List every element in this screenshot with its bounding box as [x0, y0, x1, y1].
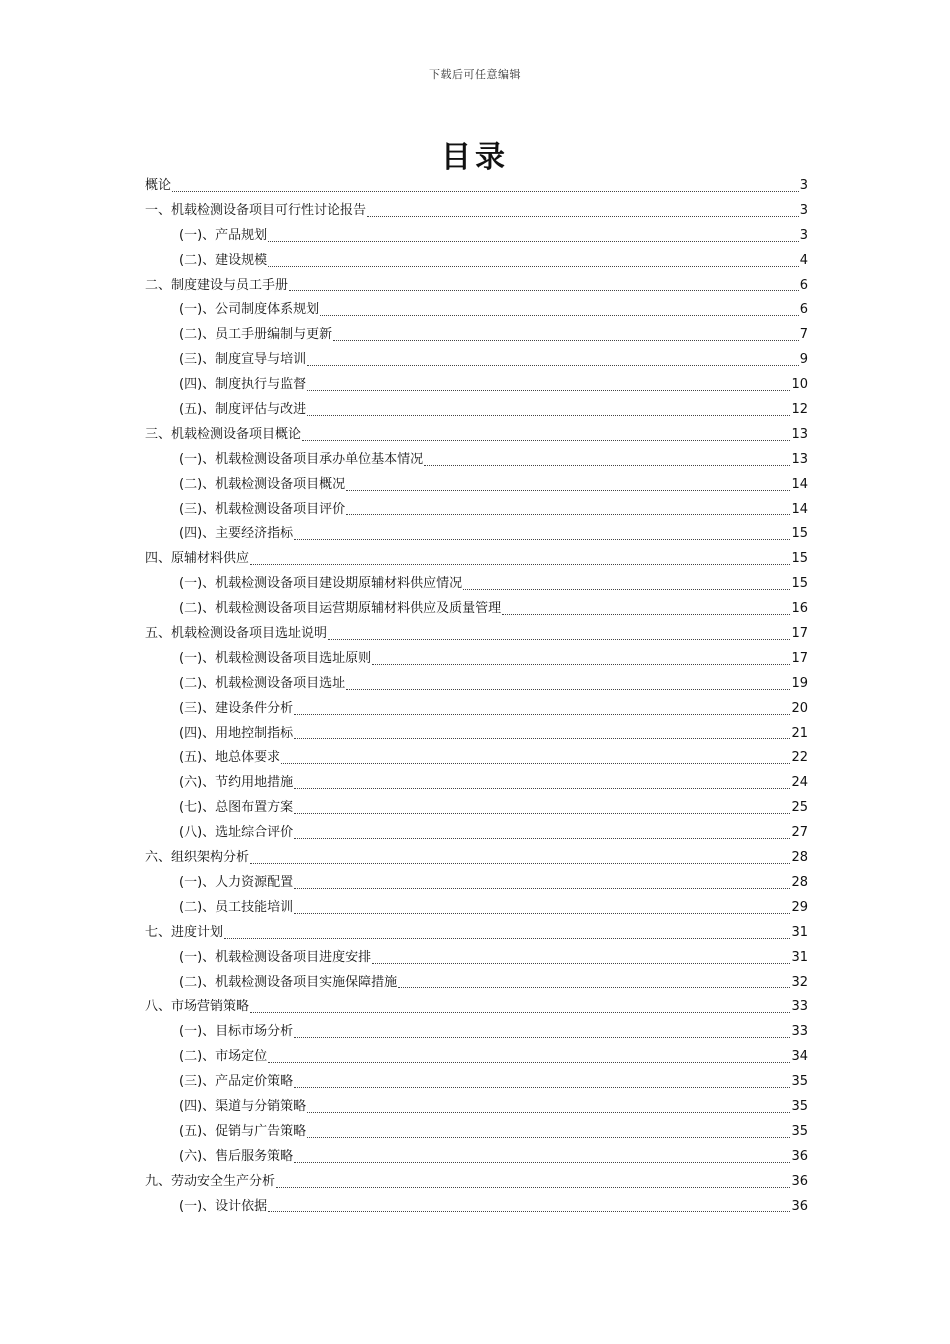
- toc-dot-leader: [172, 190, 799, 192]
- toc-entry-page-number: 17: [791, 650, 808, 666]
- toc-entry-page-number: 15: [791, 526, 808, 542]
- toc-entry[interactable]: [145, 746, 808, 771]
- toc-entry-text: (二)、机载检测设备项目选址: [179, 675, 346, 691]
- toc-dot-leader: [294, 812, 790, 814]
- toc-dot-leader: [307, 414, 790, 416]
- toc-entry-page-number: 15: [791, 551, 808, 567]
- toc-entry-text: (六)、节约用地措施: [179, 775, 294, 791]
- toc-entry-text: (二)、机载检测设备项目实施保障措施: [179, 974, 398, 990]
- toc-entry[interactable]: [145, 946, 808, 971]
- toc-dot-leader: [294, 538, 790, 540]
- toc-entry-text: (三)、建设条件分析: [179, 700, 294, 716]
- toc-entry[interactable]: [145, 1195, 808, 1220]
- toc-entry-text: (二)、员工技能培训: [179, 899, 294, 915]
- toc-entry-page-number: 36: [791, 1198, 808, 1214]
- toc-dot-leader: [250, 563, 790, 565]
- toc-entry-text: 七、进度计划: [145, 924, 224, 940]
- toc-entry-text: (二)、员工手册编制与更新: [179, 327, 333, 343]
- toc-entry-page-number: 35: [791, 1123, 808, 1139]
- toc-entry-page-number: 34: [791, 1049, 808, 1065]
- toc-dot-leader: [268, 265, 799, 267]
- toc-dot-leader: [294, 1161, 790, 1163]
- toc-entry-text: (一)、设计依据: [179, 1198, 268, 1214]
- toc-dot-leader: [302, 439, 790, 441]
- toc-entry[interactable]: [145, 995, 808, 1020]
- toc-entry-page-number: 6: [799, 277, 808, 293]
- toc-entry-text: (四)、渠道与分销策略: [179, 1098, 307, 1114]
- toc-dot-leader: [294, 887, 790, 889]
- toc-dot-leader: [333, 339, 799, 341]
- toc-entry-page-number: 35: [791, 1074, 808, 1090]
- toc-entry[interactable]: [145, 1170, 808, 1195]
- toc-entry-page-number: 33: [791, 1024, 808, 1040]
- toc-entry[interactable]: [145, 547, 808, 572]
- toc-dot-leader: [307, 1136, 790, 1138]
- toc-entry[interactable]: [145, 423, 808, 448]
- toc-dot-leader: [268, 240, 799, 242]
- toc-entry-text: (一)、目标市场分析: [179, 1024, 294, 1040]
- toc-entry-text: (二)、市场定位: [179, 1049, 268, 1065]
- toc-entry-text: (二)、机载检测设备项目运营期原辅材料供应及质量管理: [179, 601, 502, 617]
- toc-entry-text: (一)、人力资源配置: [179, 874, 294, 890]
- toc-dot-leader: [294, 787, 790, 789]
- toc-entry-text: (一)、公司制度体系规划: [179, 302, 320, 318]
- toc-entry-page-number: 35: [791, 1098, 808, 1114]
- toc-entry-page-number: 29: [791, 899, 808, 915]
- toc-entry-text: (五)、地总体要求: [179, 750, 281, 766]
- toc-dot-leader: [346, 513, 790, 515]
- toc-entry[interactable]: [145, 323, 808, 348]
- toc-dot-leader: [367, 215, 799, 217]
- toc-entry-page-number: 32: [791, 974, 808, 990]
- toc-entry-page-number: 28: [791, 850, 808, 866]
- toc-entry-page-number: 27: [791, 825, 808, 841]
- toc-entry[interactable]: [145, 722, 808, 747]
- toc-entry-text: (四)、用地控制指标: [179, 725, 294, 741]
- toc-dot-leader: [294, 1036, 790, 1038]
- toc-entry-page-number: 14: [791, 476, 808, 492]
- toc-entry[interactable]: [145, 348, 808, 373]
- table-of-contents: [145, 174, 808, 1219]
- toc-entry-page-number: 33: [791, 999, 808, 1015]
- toc-entry-page-number: 36: [791, 1148, 808, 1164]
- toc-dot-leader: [328, 638, 790, 640]
- toc-entry[interactable]: [145, 1070, 808, 1095]
- toc-entry-text: 八、市场营销策略: [145, 999, 250, 1015]
- toc-entry[interactable]: [145, 1045, 808, 1070]
- toc-dot-leader: [372, 962, 790, 964]
- toc-dot-leader: [289, 289, 799, 291]
- toc-entry-page-number: 31: [791, 924, 808, 940]
- toc-entry-page-number: 24: [791, 775, 808, 791]
- toc-dot-leader: [424, 464, 790, 466]
- toc-dot-leader: [346, 688, 790, 690]
- toc-entry[interactable]: [145, 298, 808, 323]
- toc-entry-page-number: 12: [791, 402, 808, 418]
- toc-dot-leader: [268, 1210, 790, 1212]
- toc-entry-text: 五、机载检测设备项目选址说明: [145, 626, 328, 642]
- toc-entry[interactable]: [145, 373, 808, 398]
- toc-entry[interactable]: [145, 622, 808, 647]
- toc-entry-page-number: 7: [799, 327, 808, 343]
- toc-entry-page-number: 20: [791, 700, 808, 716]
- toc-entry-text: (一)、机载检测设备项目建设期原辅材料供应情况: [179, 576, 463, 592]
- toc-entry[interactable]: [145, 871, 808, 896]
- toc-dot-leader: [294, 837, 790, 839]
- toc-entry[interactable]: [145, 498, 808, 523]
- toc-entry-page-number: 21: [791, 725, 808, 741]
- toc-entry[interactable]: [145, 572, 808, 597]
- toc-entry-page-number: 17: [791, 626, 808, 642]
- toc-entry-page-number: 36: [791, 1173, 808, 1189]
- toc-entry-text: (二)、建设规模: [179, 252, 268, 268]
- toc-dot-leader: [250, 862, 790, 864]
- toc-dot-leader: [372, 663, 790, 665]
- header-note: 下载后可任意编辑: [429, 68, 521, 81]
- toc-entry-text: (三)、制度宣导与培训: [179, 352, 307, 368]
- toc-entry[interactable]: [145, 448, 808, 473]
- toc-entry-text: (八)、选址综合评价: [179, 825, 294, 841]
- toc-title: 目录: [441, 140, 509, 175]
- toc-entry-text: 概论: [145, 178, 172, 193]
- toc-entry-page-number: 22: [791, 750, 808, 766]
- toc-entry-page-number: 10: [791, 377, 808, 393]
- toc-dot-leader: [250, 1011, 790, 1013]
- toc-entry-page-number: 14: [791, 501, 808, 517]
- toc-entry[interactable]: [145, 398, 808, 423]
- toc-entry[interactable]: [145, 249, 808, 274]
- toc-entry-page-number: 31: [791, 949, 808, 965]
- toc-entry[interactable]: [145, 1095, 808, 1120]
- toc-entry-text: (一)、机载检测设备项目进度安排: [179, 949, 372, 965]
- toc-entry[interactable]: [145, 224, 808, 249]
- toc-entry-page-number: 6: [799, 302, 808, 318]
- toc-entry[interactable]: [145, 199, 808, 224]
- toc-entry[interactable]: [145, 1145, 808, 1170]
- toc-entry-text: (六)、售后服务策略: [179, 1148, 294, 1164]
- toc-entry[interactable]: [145, 1120, 808, 1145]
- toc-entry-text: (五)、促销与广告策略: [179, 1123, 307, 1139]
- toc-entry-text: (一)、机载检测设备项目承办单位基本情况: [179, 451, 424, 467]
- toc-entry[interactable]: [145, 522, 808, 547]
- toc-entry-text: 九、劳动安全生产分析: [145, 1173, 276, 1189]
- toc-entry[interactable]: [145, 647, 808, 672]
- toc-entry[interactable]: [145, 174, 808, 199]
- toc-dot-leader: [294, 737, 790, 739]
- toc-dot-leader: [276, 1186, 790, 1188]
- toc-entry-page-number: 4: [799, 252, 808, 268]
- toc-entry-text: (四)、制度执行与监督: [179, 377, 307, 393]
- toc-entry-text: (五)、制度评估与改进: [179, 402, 307, 418]
- toc-entry-page-number: 28: [791, 874, 808, 890]
- toc-entry-page-number: 15: [791, 576, 808, 592]
- toc-dot-leader: [268, 1061, 790, 1063]
- toc-entry[interactable]: [145, 1020, 808, 1045]
- toc-entry-text: 六、组织架构分析: [145, 850, 250, 866]
- toc-dot-leader: [320, 314, 799, 316]
- toc-entry-text: (一)、产品规划: [179, 227, 268, 243]
- toc-entry-text: 三、机载检测设备项目概论: [145, 426, 302, 442]
- toc-entry[interactable]: [145, 796, 808, 821]
- toc-dot-leader: [307, 1111, 790, 1113]
- toc-entry-page-number: 25: [791, 800, 808, 816]
- toc-entry[interactable]: [145, 921, 808, 946]
- toc-entry[interactable]: [145, 971, 808, 996]
- toc-entry-text: 四、原辅材料供应: [145, 551, 250, 567]
- toc-entry-page-number: 9: [799, 352, 808, 368]
- toc-entry-page-number: 16: [791, 601, 808, 617]
- toc-entry[interactable]: [145, 896, 808, 921]
- toc-entry-page-number: 13: [791, 451, 808, 467]
- toc-entry-text: 一、机载检测设备项目可行性讨论报告: [145, 202, 367, 218]
- toc-entry-text: (三)、机载检测设备项目评价: [179, 501, 346, 517]
- toc-entry-text: (七)、总图布置方案: [179, 800, 294, 816]
- toc-entry[interactable]: [145, 672, 808, 697]
- toc-entry[interactable]: [145, 846, 808, 871]
- toc-dot-leader: [463, 588, 790, 590]
- toc-entry-page-number: 13: [791, 426, 808, 442]
- toc-entry-page-number: 3: [799, 227, 808, 243]
- toc-entry[interactable]: [145, 473, 808, 498]
- toc-dot-leader: [281, 762, 790, 764]
- toc-entry-text: (一)、机载检测设备项目选址原则: [179, 650, 372, 666]
- toc-dot-leader: [294, 912, 790, 914]
- toc-dot-leader: [294, 1086, 790, 1088]
- toc-entry-text: 二、制度建设与员工手册: [145, 277, 289, 293]
- toc-dot-leader: [398, 986, 790, 988]
- toc-dot-leader: [307, 364, 799, 366]
- toc-entry[interactable]: [145, 697, 808, 722]
- toc-dot-leader: [307, 389, 790, 391]
- toc-dot-leader: [294, 713, 790, 715]
- toc-entry-text: (四)、主要经济指标: [179, 526, 294, 542]
- toc-entry-page-number: 19: [791, 675, 808, 691]
- toc-entry-page-number: 3: [799, 202, 808, 218]
- toc-entry[interactable]: [145, 597, 808, 622]
- toc-entry-text: (二)、机载检测设备项目概况: [179, 476, 346, 492]
- toc-entry[interactable]: [145, 274, 808, 299]
- toc-dot-leader: [224, 937, 790, 939]
- toc-entry-page-number: 3: [799, 178, 808, 193]
- toc-entry-text: (三)、产品定价策略: [179, 1074, 294, 1090]
- toc-entry[interactable]: [145, 771, 808, 796]
- toc-dot-leader: [502, 613, 790, 615]
- toc-dot-leader: [346, 489, 790, 491]
- toc-entry[interactable]: [145, 821, 808, 846]
